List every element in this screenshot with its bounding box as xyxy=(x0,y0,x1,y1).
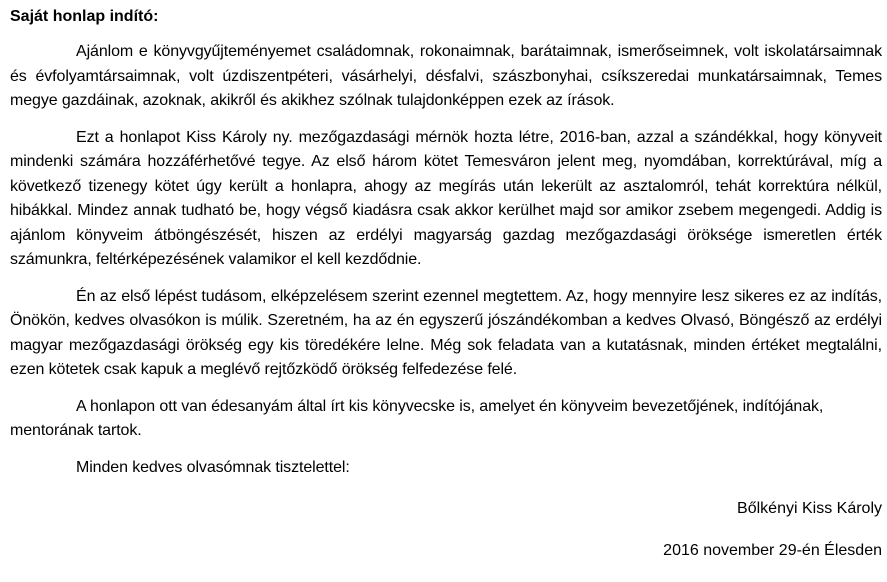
paragraph-dedication: Ajánlom e könyvgyűjteményemet családomnak, rokonaimnak, barátaimnak, ismerőseimnek, volt iskolatársaimnak és évfolyamtársaimnak, volt úzdiszentpéteri, vásárhelyi, désfalvi, szászbonyhai, csíkszeredai munkatársaimnak, Temes megye gazdáinak, azoknak, akikről és akikhez szólnak tulajdonképpen ezek az írások. xyxy=(10,43,882,109)
page-title: Saját honlap indító: xyxy=(10,8,159,25)
paragraph-about-site: Ezt a honlapot Kiss Károly ny. mezőgazdasági mérnök hozta létre, 2016-ban, azzal a szándékkal, hogy könyveit mindenki számára hozzáférhetővé tegye. Az első három kötet Temesváron jelent meg, nyomdában, korrektúrával, míg a következő tizenegy kötet úgy került a honlapra, ahogy az megírás után lekerült az asztalomról, tehát korrektúra nélkül, hibákkal. Mindez annak tudható be, hogy végső kiadásra csak akkor kerülhet majd sor amikor zsebem megengedi. Addig is ajánlom könyveim átböngészését, hiszen az erdélyi magyarság gazdag mezőgazdasági öröksége ismeretlen érték számunkra, feltérképezésének valamikor el kell kezdődnie. xyxy=(10,128,882,268)
document-page xyxy=(10,6,882,582)
paragraph-first-step: Én az első lépést tudásom, elképzelésem szerint ezennel megtettem. Az, hogy mennyire lesz sikeres ez az indítás, Önökön, kedves olvasókon is múlik. Szeretném, ha az én egyszerű jószándékomban a kedves Olvasó, Böngésző az erdélyi magyar mezőgazdasági örökség egy kis töredékére lelne. Még sok feladata van a kutatásnak, minden értéket megtalálni, ezen kötetek csak kapuk a meglévő rejtőzködő örökség felfedezése felé. xyxy=(10,287,882,378)
date-place: 2016 november 29-én Élesden xyxy=(663,542,882,559)
paragraph-greeting: Minden kedves olvasómnak tisztelettel: xyxy=(76,458,350,476)
paragraph-mother-book: A honlapon ott van édesanyám által írt kis könyvecske is, amelyet én könyveim bevezetőjének, indítójának, mentorának tartok. xyxy=(10,397,824,439)
signature: Bőlkényi Kiss Károly xyxy=(737,500,882,517)
